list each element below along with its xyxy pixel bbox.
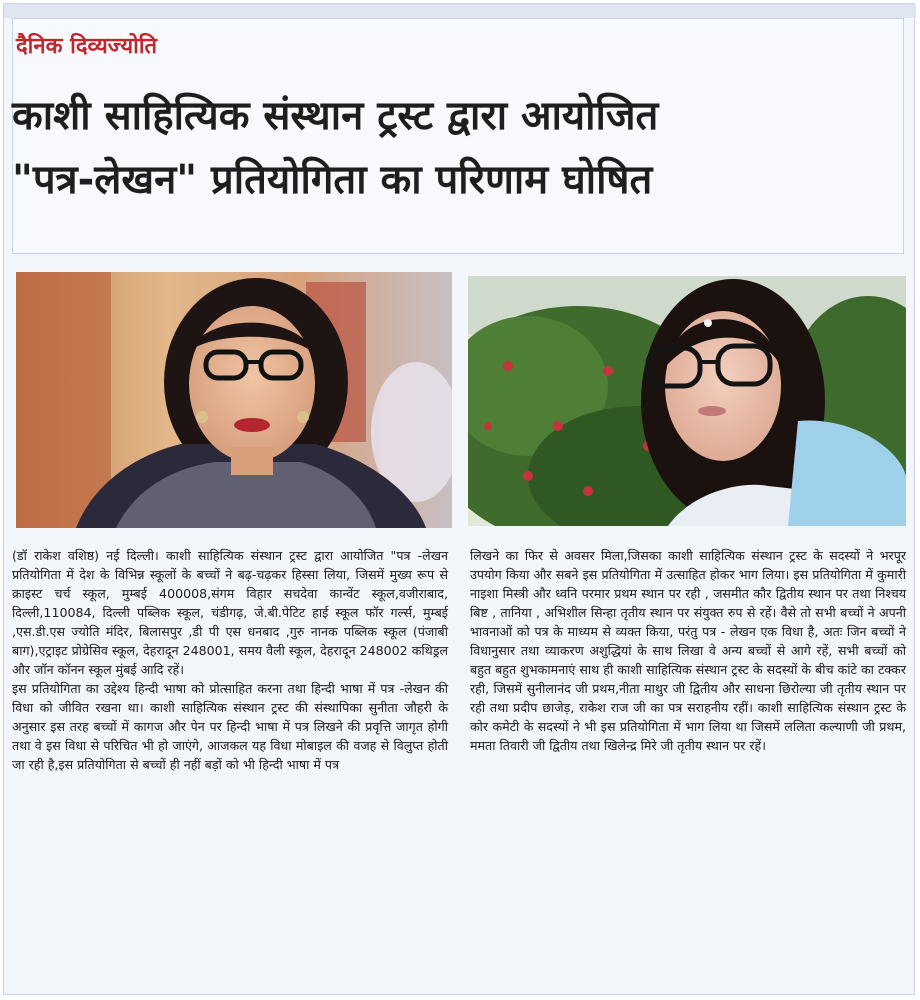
newspaper-name: दैनिक दिव्यज्योति xyxy=(16,34,158,59)
top-border-strip xyxy=(4,4,916,18)
article-paragraph: लिखने का फिर से अवसर मिला,जिसका काशी साहित्यिक संस्थान ट्रस्ट के सदस्यों ने भरपूर उपयोग किया और सबने इस प्रतियोगिता में उत्साहित होकर भाग लिया। इस प्रतियोगिता में कुमारी नाइशा मिस्त्री और ध्वनि परमार प्रथम स्थान पर रही , जसमीत कौर द्वितीय स्थान पर तथा निश्चय बिष्ट , तानिया , अभिशील सिन्हा तृतीय स्थान पर संयुक्त रुप से रहें। वैसे तो सभी बच्चों ने अपनी भावनाओं को पत्र के माध्यम से व्यक्त किया, परंतु पत्र - लेखन एक विधा है, अतः जिन बच्चों ने विधानुसार तथा व्याकरण अशुद्धियां के साथ लिखा वे अन्य बच्चों से आगे रहें, सभी बच्चों को बहुत बहुत शुभकामनाएं साथ ही काशी साहित्यिक संस्थान ट्रस्ट के सदस्यों के बीच कांटे का टक्कर रही, जिसमें सुनीलानंद जी प्रथम,नीता माथुर जी द्वितीय और साधना छिरोल्या जी तृतीय स्थान पर रही तथा प्रदीप छाजेड़, राकेश राज जी का पत्र सराहनीय रहीं। काशी साहित्यिक संस्थान ट्रस्ट के कोर कमेटी के सदस्यों ने भी इस प्रतियोगिता में भाग लिया था जिसमें ललिता कल्याणी जी प्रथम, ममता तिवारी जी द्वितीय तथा खिलेन्द्र मिरे जी तृतीय स्थान पर रहें। xyxy=(470,548,906,753)
article-column-right xyxy=(470,546,906,992)
photo-girl-selfie xyxy=(468,276,906,526)
headline xyxy=(12,84,892,212)
article-paragraph: इस प्रतियोगिता का उद्देश्य हिन्दी भाषा को प्रोत्साहित करना तथा हिन्दी भाषा में पत्र -लेखन की विधा को जीवित रखना था। काशी साहित्यिक संस्थान ट्रस्ट की संस्थापिका सुनीता जौहरी के अनुसार इस तरह बच्चों में कागज और पेन पर हिन्दी भाषा में पत्र लिखने की प्रवृत्ति जागृत होगी तथा वे इस विधा से परिचित भी हो जाएंगे, आजकल यह विधा मोबाइल की वजह से विलुप्त होती जा रही है,इस प्रतियोगिता से बच्चों ही नहीं बड़ों को भी हिन्दी भाषा में पत्र xyxy=(12,681,448,772)
woman-portrait-image xyxy=(16,272,452,528)
article-column-left xyxy=(12,546,448,992)
girl-selfie-image xyxy=(468,276,906,526)
headline-line-1: काशी साहित्यिक संस्थान ट्रस्ट द्वारा आयोजित xyxy=(12,93,659,139)
photo-woman-portrait xyxy=(16,272,452,528)
article-paragraph: (डॉ राकेश वशिष्ठ) नई दिल्ली। काशी साहित्यिक संस्थान ट्रस्ट द्वारा आयोजित "पत्र -लेखन प्रतियोगिता में देश के विभिन्न स्कूलों के बच्चों ने बढ़-चढ़कर हिस्सा लिया, जिसमें मुख्य रूप से क्राइस्ट चर्च स्कूल, मुम्बई 400008,संगम विहार सचदेवा कान्वेंट स्कूल,वजीराबाद, दिल्ली,110084, दिल्ली पब्लिक स्कूल, चंडीगढ़, जे.बी.पेटिट हाई स्कूल फॉर गर्ल्स, मुम्बई ,एस.डी.एस ज्योति मंदिर, बिलासपुर ,डी पी एस धनबाद ,गुरु नानक पब्लिक स्कूल (पंजाबी बाग),एट्राइट प्रोग्रेसिव स्कूल, देहरादून 248001, समय वैली स्कूल, देहरादून 248002 कथिड्रल और जॉन कॉनन स्कूल मुंबई आदि रहें। xyxy=(12,548,448,677)
headline-line-2: "पत्र-लेखन" प्रतियोगिता का परिणाम घोषित xyxy=(12,157,653,203)
